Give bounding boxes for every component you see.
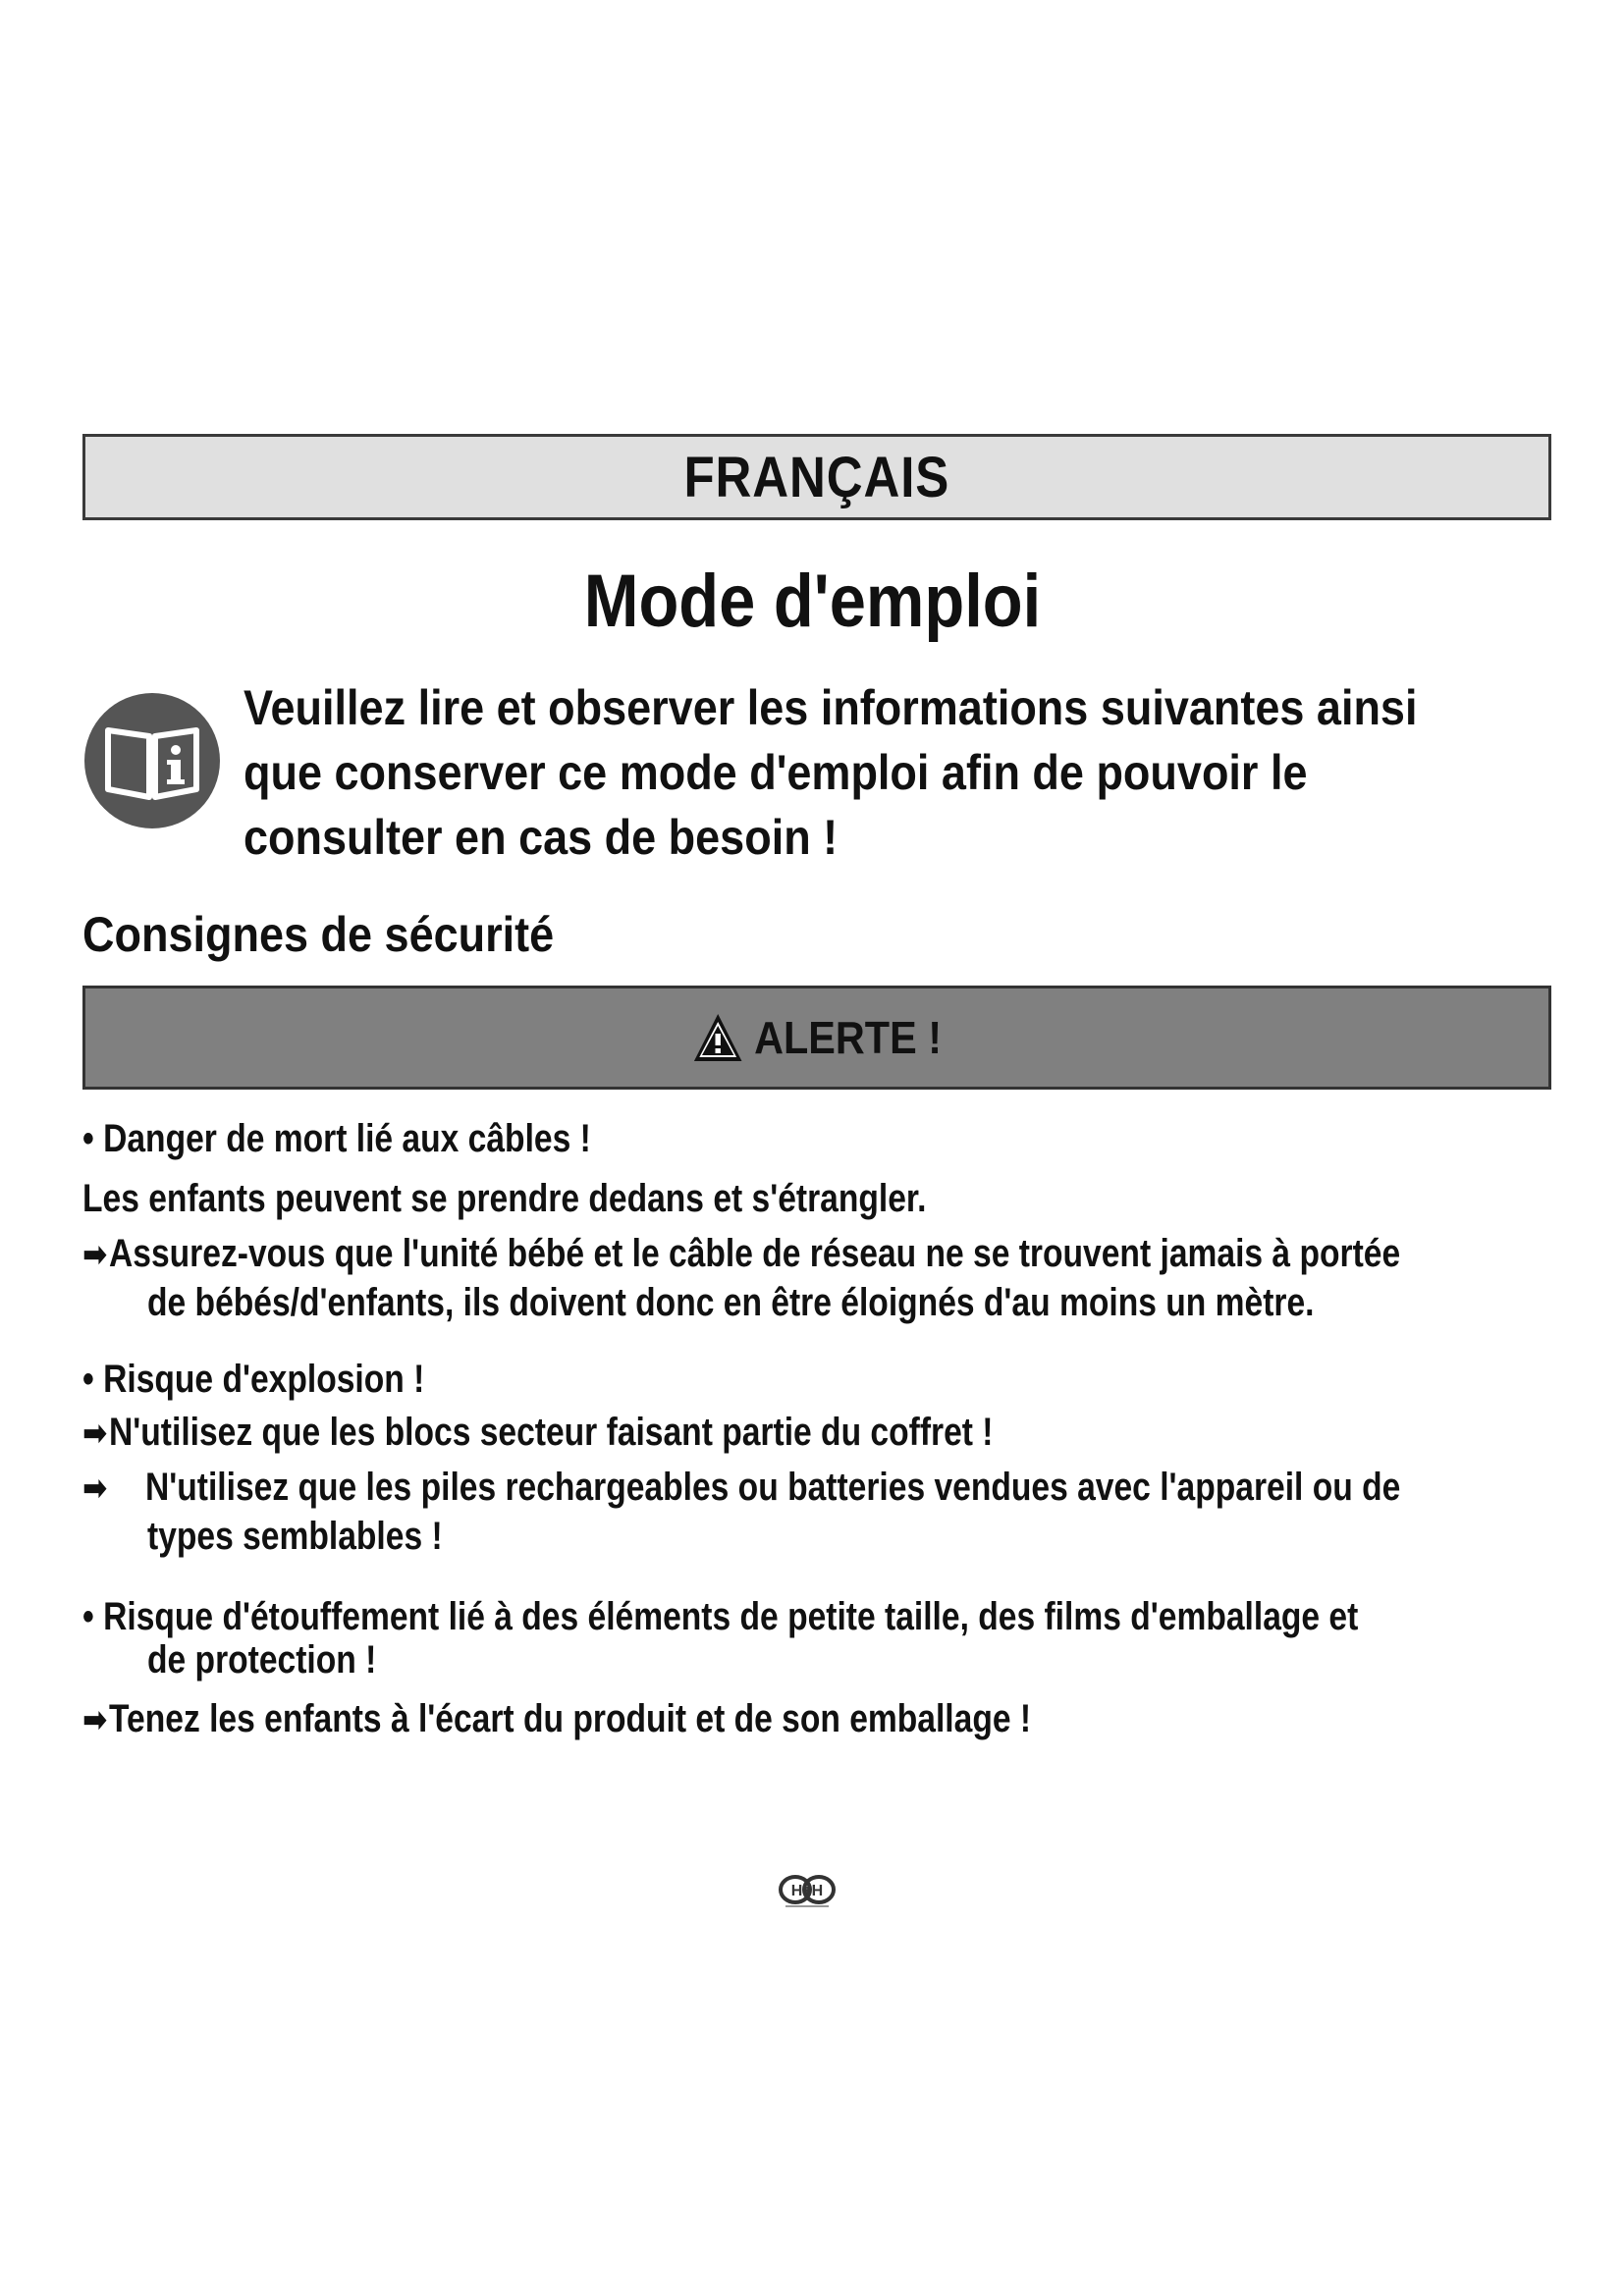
- hazard-explosion-instruction-2: ➡ N'utilisez que les piles rechargeables ou batteries vendues avec l'appareil ou de: [82, 1463, 1501, 1513]
- right-arrow-icon: ➡: [82, 1413, 108, 1453]
- hazard-cables-instruction-cont: de bébés/d'enfants, ils doivent donc en être éloignés d'au moins un mètre.: [147, 1281, 1315, 1324]
- intro-text: Veuillez lire et observer les informations suivantes ainsi que conserver ce mode d'emploi afin de pouvoir le consulter en cas de besoin !: [244, 680, 1418, 865]
- language-label: FRANÇAIS: [683, 445, 950, 509]
- alert-label: ALERTE !: [754, 1012, 942, 1063]
- hazard-suffocation-title: • Risque d'étouffement lié à des éléments de petite taille, des films d'emballage et: [82, 1595, 1359, 1638]
- hazard-explosion-title: • Risque d'explosion !: [82, 1358, 425, 1401]
- right-arrow-icon: ➡: [82, 1699, 108, 1739]
- hazard-cables-instruction: ➡Assurez-vous que l'unité bébé et le câble de réseau ne se trouvent jamais à portée: [82, 1229, 1501, 1279]
- alert-banner: [82, 986, 1551, 1090]
- warning-triangle-icon: [692, 1012, 743, 1063]
- hazard-suffocation-title-cont: de protection !: [147, 1638, 377, 1682]
- book-info-icon: [82, 691, 222, 830]
- brand-logo: [776, 1873, 839, 1910]
- page-title: Mode d'emploi: [583, 560, 1041, 643]
- hazard-explosion-instruction-1: ➡N'utilisez que les blocs secteur faisant partie du coffret !: [82, 1408, 1501, 1458]
- section-heading: Consignes de sécurité: [82, 907, 555, 962]
- right-arrow-icon: ➡: [82, 1234, 108, 1274]
- hazard-cables-description: Les enfants peuvent se prendre dedans et s'étrangler.: [82, 1177, 927, 1220]
- svg-text:H+H: H+H: [790, 1883, 824, 1899]
- hazard-suffocation-instruction: ➡Tenez les enfants à l'écart du produit et de son emballage !: [82, 1694, 1501, 1744]
- hazard-cables-title: • Danger de mort lié aux câbles !: [82, 1117, 591, 1160]
- hazard-explosion-instruction-2-cont: types semblables !: [147, 1515, 443, 1558]
- right-arrow-icon: ➡: [82, 1468, 108, 1508]
- language-banner: [82, 434, 1551, 520]
